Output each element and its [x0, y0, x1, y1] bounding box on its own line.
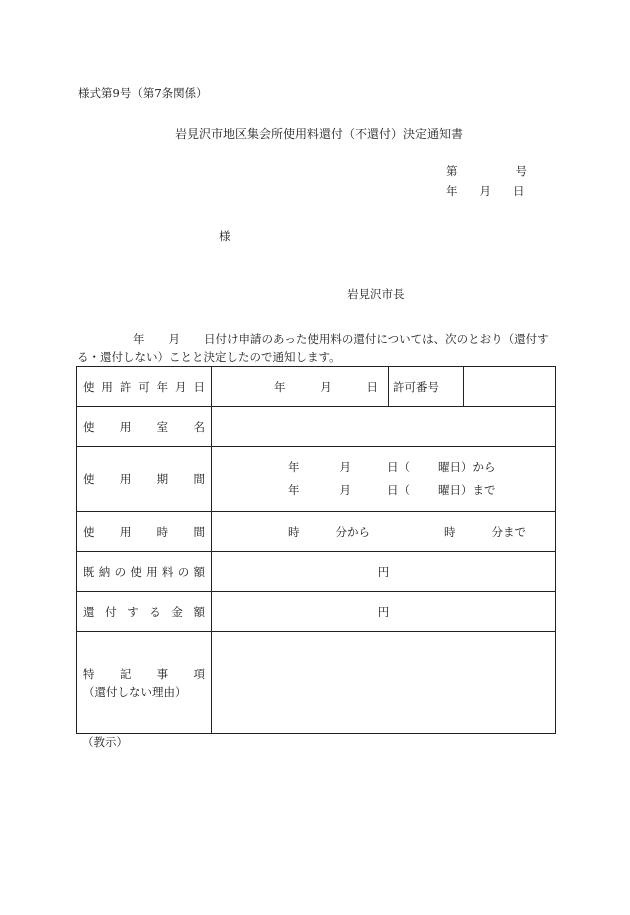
period-from-day: 日（: [387, 460, 410, 474]
label-char: 料: [161, 564, 174, 579]
label-char: 年: [156, 379, 169, 394]
label-char: 記: [119, 666, 132, 681]
paid-label: [77, 564, 211, 580]
date-month-unit: 月: [479, 184, 491, 198]
label-char: 使: [83, 472, 95, 486]
document-number-date: [446, 161, 527, 201]
label-char: 特: [83, 666, 95, 681]
time-to-minute: 分まで: [491, 524, 526, 539]
label-char: 使: [83, 524, 95, 539]
decision-table: [76, 366, 556, 734]
period-from-suffix: から: [472, 460, 496, 474]
refund-label: [77, 604, 211, 620]
permit-day-unit: 日: [366, 379, 378, 394]
label-char: 日: [193, 379, 205, 394]
permit-date-label-cell: [77, 367, 212, 407]
label-char: 項: [193, 666, 205, 681]
date-year-unit: 年: [446, 184, 458, 198]
paid-row: [77, 552, 556, 592]
label-char: す: [127, 604, 139, 619]
body-year-unit: 年: [133, 332, 145, 346]
paid-label-cell: [77, 552, 212, 592]
permit-no-label: 許可番号: [389, 367, 464, 407]
label-char: 用: [119, 472, 132, 486]
room-label: [77, 419, 211, 435]
period-value: [212, 447, 556, 512]
permit-no-value: [464, 367, 556, 407]
permit-year-unit: 年: [274, 379, 286, 394]
remarks-row: [77, 632, 556, 734]
label-char: 月: [175, 379, 187, 394]
time-to-hour: 時: [444, 524, 456, 539]
room-value: [212, 407, 556, 447]
label-char: 用: [146, 564, 158, 579]
period-to-month: 月: [339, 483, 351, 497]
period-to-suffix: まで: [472, 483, 496, 497]
addressee-suffix: 様: [219, 229, 231, 243]
time-from-hour: 時: [288, 524, 300, 539]
label-char: 額: [193, 604, 205, 619]
permit-date-value: [212, 367, 389, 407]
label-char: る: [149, 604, 161, 619]
period-label: [77, 471, 211, 487]
label-char: 還: [83, 604, 95, 619]
period-to-day: 日（: [387, 483, 410, 497]
refund-row: [77, 592, 556, 632]
time-label-cell: [77, 512, 212, 552]
label-char: 使: [130, 564, 142, 579]
label-char: 名: [193, 419, 205, 434]
refund-label-cell: [77, 592, 212, 632]
permit-date-label: [77, 379, 211, 395]
remarks-value: [212, 632, 556, 734]
period-label-cell: [77, 447, 212, 512]
paid-value: [212, 552, 556, 592]
label-char: 間: [193, 472, 205, 486]
period-from-month: 月: [339, 460, 351, 474]
label-char: 用: [119, 524, 132, 539]
form-number: 様式第9号（第7条関係）: [78, 86, 208, 100]
label-char: 許: [119, 379, 132, 394]
notice-body: [77, 330, 555, 366]
permit-date-row: [77, 367, 556, 407]
label-char: 用: [119, 419, 132, 434]
label-char: 用: [101, 379, 113, 394]
paid-yen-unit: 円: [377, 564, 390, 579]
time-row: [77, 512, 556, 552]
time-label: [77, 524, 211, 540]
label-char: 付: [105, 604, 117, 619]
label-char: 期: [156, 472, 169, 486]
label-char: の: [114, 564, 127, 579]
room-label-cell: [77, 407, 212, 447]
label-char: 使: [83, 419, 95, 434]
label-char: 金: [171, 604, 183, 619]
label-char: 室: [156, 419, 169, 434]
label-char: 額: [193, 564, 205, 579]
room-row: [77, 407, 556, 447]
body-text: 日付け申請のあった使用料の還付については、次のとおり（還付する・還付しない）ことと決定したので通知します。: [77, 332, 549, 364]
period-from-year: 年: [288, 460, 300, 474]
refund-yen-unit: 円: [377, 604, 390, 619]
period-row: [77, 447, 556, 512]
issuer: 岩見沢市長: [347, 287, 405, 301]
label-char: 可: [138, 379, 150, 394]
label-char: 間: [193, 524, 205, 539]
permit-month-unit: 月: [320, 379, 332, 394]
label-char: 納: [98, 564, 111, 579]
remarks-sublabel: （還付しない理由）: [83, 684, 187, 699]
label-char: 時: [156, 524, 169, 539]
time-from-minute: 分から: [335, 524, 370, 539]
period-to-weekday: 曜日）: [438, 483, 473, 497]
time-value: [212, 512, 556, 552]
document-title: 岩見沢市地区集会所使用料還付（不還付）決定通知書: [175, 127, 464, 141]
instruction-note: （教示）: [82, 735, 128, 749]
period-to-year: 年: [288, 483, 300, 497]
body-month-unit: 月: [168, 332, 180, 346]
remarks-label: [83, 665, 205, 683]
remarks-label-cell: [77, 632, 212, 734]
label-char: 事: [156, 666, 169, 681]
label-char: の: [177, 564, 190, 579]
number-suffix: 号: [515, 164, 527, 178]
refund-value: [212, 592, 556, 632]
period-from-weekday: 曜日）: [438, 460, 473, 474]
number-prefix: 第: [446, 164, 458, 178]
date-day-unit: 日: [513, 184, 525, 198]
label-char: 使: [83, 379, 95, 394]
label-char: 既: [83, 564, 95, 579]
